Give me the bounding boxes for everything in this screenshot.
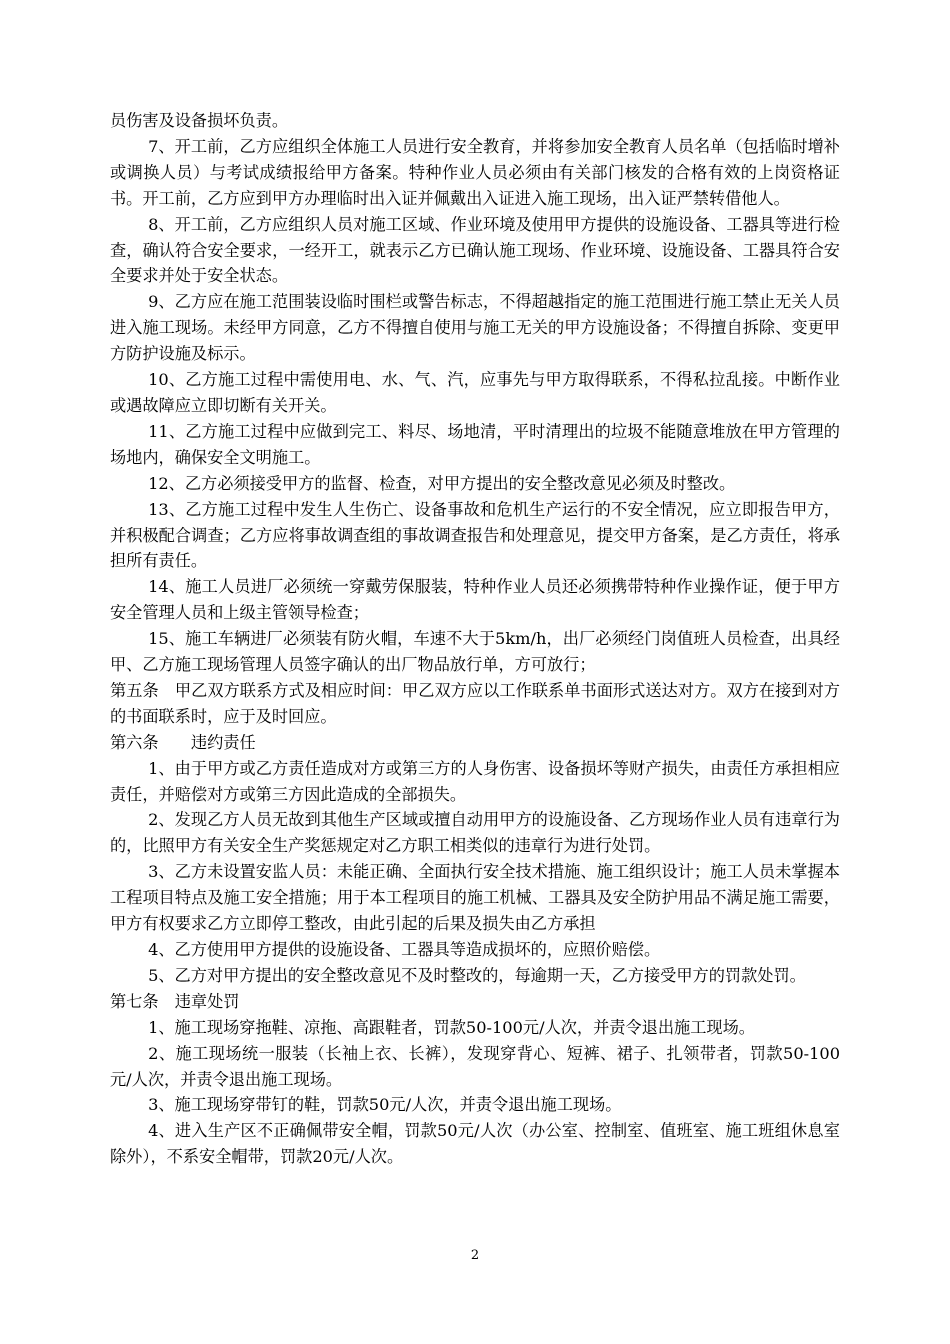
paragraph-item-13: 13、乙方施工过程中发生人生伤亡、设备事故和危机生产运行的不安全情况，应立即报告甲方，并积极配合调查；乙方应将事故调查组的事故调查报告和处理意见，提交甲方备案，是乙方责任，将承担所有责任。: [110, 499, 840, 571]
paragraph-item-8: 8、开工前，乙方应组织人员对施工区域、作业环境及使用甲方提供的设施设备、工器具等进行检查，确认符合安全要求，一经开工，就表示乙方已确认施工现场、作业环境、设施设备、工器具符合安全要求并处于安全状态。: [110, 214, 840, 286]
paragraph-item-9: 9、乙方应在施工范围装设临时围栏或警告标志，不得超越指定的施工范围进行施工禁止无关人员进入施工现场。未经甲方同意，乙方不得擅自使用与施工无关的甲方设施设备；不得擅自拆除、变更甲方防护设施及标示。: [110, 292, 840, 364]
paragraph-continuation: 员伤害及设备损坏负责。: [110, 111, 289, 130]
article-7-item-3: 3、施工现场穿带钉的鞋，罚款50元/人次，并责令退出施工现场。: [148, 1095, 622, 1115]
article-6-item-4: 4、乙方使用甲方提供的设施设备、工器具等造成损坏的，应照价赔偿。: [148, 940, 661, 959]
article-6-heading: 第六条 违约责任: [110, 732, 256, 752]
paragraph-item-14: 14、施工人员进厂必须统一穿戴劳保服装，特种作业人员还必须携带特种作业操作证，便于甲方安全管理人员和上级主管领导检查；: [110, 577, 840, 623]
article-7-item-1: 1、施工现场穿拖鞋、凉拖、高跟鞋者，罚款50-100元/人次，并责令退出施工现场。: [148, 1017, 755, 1037]
article-7-heading: 第七条 违章处罚: [110, 991, 240, 1011]
page-number: 2: [470, 1248, 480, 1263]
article-6-item-3: 3、乙方未设置安监人员：未能正确、全面执行安全技术措施、施工组织设计；施工人员未掌握本工程项目特点及施工安全措施；用于本工程项目的施工机械、工器具及安全防护用品不满足施工需要，甲方有权要求乙方立即停工整改，由此引起的后果及损失由乙方承担: [110, 862, 840, 934]
paragraph-item-10: 10、乙方施工过程中需使用电、水、气、汽，应事先与甲方取得联系，不得私拉乱接。中断作业或遇故障应立即切断有关开关。: [110, 370, 840, 415]
paragraph-item-15: 15、施工车辆进厂必须装有防火帽，车速不大于5km/h，出厂必须经门岗值班人员检查，出具经甲、乙方施工现场管理人员签字确认的出厂物品放行单，方可放行；: [110, 629, 840, 675]
article-7-item-4: 4、进入生产区不正确佩带安全帽，罚款50元/人次（办公室、控制室、值班室、施工班组休息室除外），不系安全帽带，罚款20元/人次。: [110, 1121, 840, 1167]
article-6-item-5: 5、乙方对甲方提出的安全整改意见不及时整改的，每逾期一天，乙方接受甲方的罚款处罚。: [148, 965, 806, 985]
paragraph-item-12: 12、乙方必须接受甲方的监督、检查，对甲方提出的安全整改意见必须及时整改。: [148, 473, 736, 493]
article-5: 第五条 甲乙双方联系方式及相应时间：甲乙双方应以工作联系单书面形式送达对方。双方在接到对方的书面联系时，应于及时回应。: [110, 680, 840, 726]
paragraph-item-11: 11、乙方施工过程中应做到完工、料尽、场地清，平时清理出的垃圾不能随意堆放在甲方管理的场地内，确保安全文明施工。: [110, 421, 840, 467]
document-body: [110, 108, 840, 1170]
article-7-item-2: 2、施工现场统一服装（长袖上衣、长裤），发现穿背心、短裤、裙子、扎领带者，罚款50-100元/人次，并责令退出施工现场。: [110, 1043, 840, 1089]
paragraph-item-7: 7、开工前，乙方应组织全体施工人员进行安全教育，并将参加安全教育人员名单（包括临时增补或调换人员）与考试成绩报给甲方备案。特种作业人员必须由有关部门核发的合格有效的上岗资格证书。开工前，乙方应到甲方办理临时出入证并佩戴出入证进入施工现场，出入证严禁转借他人。: [110, 136, 840, 208]
article-6-item-1: 1、由于甲方或乙方责任造成对方或第三方的人身伤害、设备损坏等财产损失，由责任方承担相应责任，并赔偿对方或第三方因此造成的全部损失。: [110, 758, 840, 804]
article-6-item-2: 2、发现乙方人员无故到其他生产区域或擅自动用甲方的设施设备、乙方现场作业人员有违章行为的，比照甲方有关安全生产奖惩规定对乙方职工相类似的违章行为进行处罚。: [110, 810, 840, 856]
